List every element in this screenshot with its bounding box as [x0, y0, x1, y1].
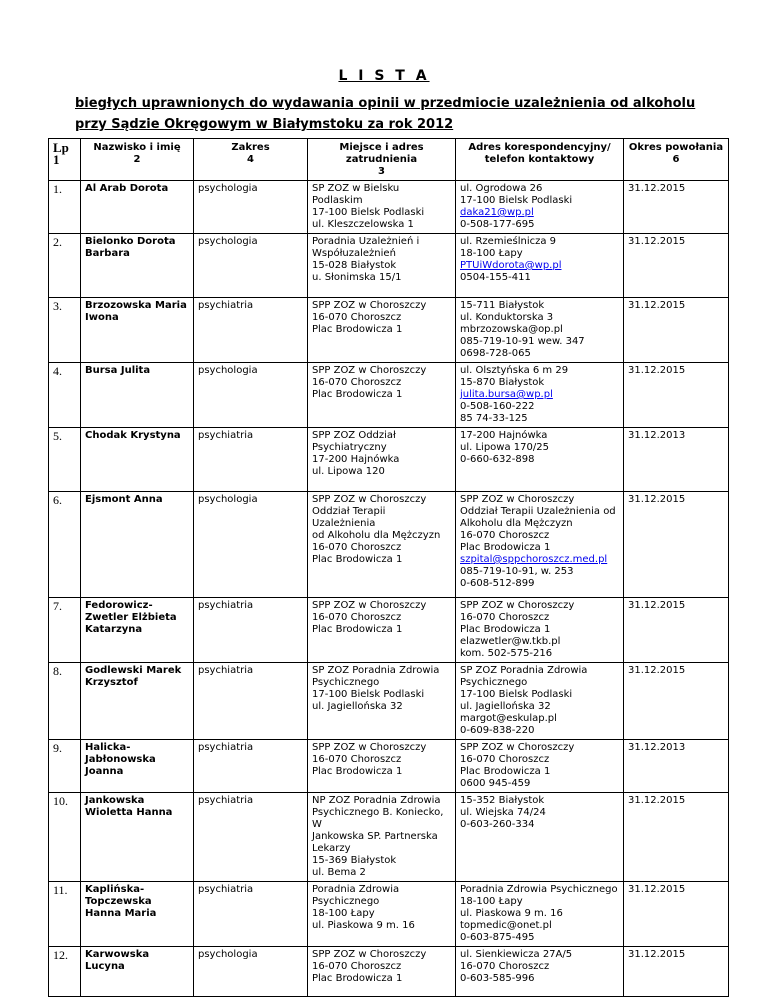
row-zakres: psychiatria	[194, 882, 308, 947]
adres-line: ul. Olsztyńska 6 m 29	[460, 365, 569, 376]
row-okres: 31.12.2015	[624, 298, 729, 363]
miejsce-line: Plac Brodowicza 1	[312, 389, 403, 400]
row-miejsce	[308, 793, 456, 882]
row-lp: 11.	[49, 882, 81, 947]
row-miejsce	[308, 598, 456, 663]
adres-line: 18-100 Łapy	[460, 896, 523, 907]
row-miejsce	[308, 234, 456, 298]
miejsce-line: SPP ZOZ w Choroszczy	[312, 949, 427, 960]
row-miejsce	[308, 363, 456, 428]
row-okres: 31.12.2015	[624, 793, 729, 882]
adres-line: SPP ZOZ w Choroszczy	[460, 494, 575, 505]
adres-line: 0-603-585-996	[460, 973, 535, 984]
adres-line: elazwetler@w.tkb.pl	[460, 636, 561, 647]
row-zakres: psychiatria	[194, 740, 308, 793]
row-okres: 31.12.2013	[624, 740, 729, 793]
row-miejsce	[308, 740, 456, 793]
row-okres: 31.12.2015	[624, 492, 729, 598]
row-okres: 31.12.2015	[624, 947, 729, 997]
adres-line: 15-711 Białystok	[460, 300, 545, 311]
miejsce-line: SPP ZOZ w Choroszczy	[312, 365, 427, 376]
table-row	[49, 663, 729, 740]
miejsce-line: Jankowska SP. Partnerska	[312, 831, 438, 842]
miejsce-line: Plac Brodowicza 1	[312, 766, 403, 777]
miejsce-line: ul. Jagiellońska 32	[312, 701, 403, 712]
row-adres	[456, 882, 624, 947]
row-adres	[456, 363, 624, 428]
miejsce-line: ul. Kleszczelowska 1	[312, 219, 414, 230]
row-zakres: psychologia	[194, 181, 308, 234]
row-zakres: psychiatria	[194, 598, 308, 663]
row-name: Al Arab Dorota	[81, 181, 194, 234]
table-row	[49, 298, 729, 363]
adres-line: Plac Brodowicza 1	[460, 624, 551, 635]
document-court-line: przy Sądzie Okręgowym w Białymstoku za rok 2012	[75, 117, 454, 132]
miejsce-line: Poradnia Zdrowia	[312, 884, 400, 895]
miejsce-line: 16-070 Choroszcz	[312, 961, 402, 972]
row-okres: 31.12.2015	[624, 882, 729, 947]
miejsce-line: SPP ZOZ w Choroszczy	[312, 742, 427, 753]
miejsce-line: u. Słonimska 15/1	[312, 272, 402, 283]
adres-line: Psychicznego	[460, 677, 528, 688]
table-row	[49, 882, 729, 947]
adres-line: 16-070 Choroszcz	[460, 530, 550, 541]
row-name: Brzozowska Maria Iwona	[81, 298, 194, 363]
adres-line: ul. Ogrodowa 26	[460, 183, 543, 194]
row-name: Bursa Julita	[81, 363, 194, 428]
email-link[interactable]: julita.bursa@wp.pl	[460, 389, 553, 400]
table-row	[49, 740, 729, 793]
adres-line: kom. 502-575-216	[460, 648, 553, 659]
row-zakres: psychologia	[194, 947, 308, 997]
row-adres	[456, 428, 624, 492]
adres-line: 0698-728-065	[460, 348, 531, 359]
miejsce-line: Psychicznego B. Koniecko, W	[312, 807, 444, 830]
miejsce-line: 15-028 Białystok	[312, 260, 397, 271]
adres-line: ul. Rzemieślnicza 9	[460, 236, 557, 247]
adres-line: topmedic@onet.pl	[460, 920, 552, 931]
row-miejsce	[308, 947, 456, 997]
header-miejsce: Miejsce i adres zatrudnienia 3	[308, 139, 456, 181]
row-adres	[456, 663, 624, 740]
table-row	[49, 492, 729, 598]
row-zakres: psychologia	[194, 492, 308, 598]
row-lp: 1.	[49, 181, 81, 234]
row-zakres: psychiatria	[194, 298, 308, 363]
adres-line: 0-609-838-220	[460, 725, 535, 736]
header-lp: Lp 1	[49, 139, 81, 181]
table-row	[49, 363, 729, 428]
row-name: Karwowska Lucyna	[81, 947, 194, 997]
row-lp: 4.	[49, 363, 81, 428]
miejsce-line: ul. Piaskowa 9 m. 16	[312, 920, 415, 931]
row-name: Bielonko Dorota Barbara	[81, 234, 194, 298]
miejsce-line: SPP ZOZ Oddział Psychiatryczny	[312, 430, 396, 453]
miejsce-line: Lekarzy	[312, 843, 351, 854]
row-zakres: psychiatria	[194, 663, 308, 740]
row-zakres: psychiatria	[194, 428, 308, 492]
adres-line: ul. Sienkiewicza 27A/5	[460, 949, 573, 960]
miejsce-line: Plac Brodowicza 1	[312, 554, 403, 565]
adres-line: SPP ZOZ w Choroszczy	[460, 600, 575, 611]
adres-line: 16-070 Choroszcz	[460, 754, 550, 765]
row-zakres: psychologia	[194, 234, 308, 298]
row-okres: 31.12.2015	[624, 234, 729, 298]
miejsce-line: Plac Brodowicza 1	[312, 624, 403, 635]
miejsce-line: 16-070 Choroszcz	[312, 542, 402, 553]
miejsce-line: 16-070 Choroszcz	[312, 754, 402, 765]
miejsce-line: NP ZOZ Poradnia Zdrowia	[312, 795, 441, 806]
adres-line: 0-603-875-495	[460, 932, 535, 943]
adres-line: Oddział Terapii Uzależnienia od	[460, 506, 616, 517]
row-miejsce	[308, 663, 456, 740]
table-row	[49, 428, 729, 492]
adres-line: 17-200 Hajnówka	[460, 430, 548, 441]
header-okres: Okres powołania 6	[624, 139, 729, 181]
adres-line: 085-719-10-91, w. 253	[460, 566, 574, 577]
miejsce-line: Plac Brodowicza 1	[312, 973, 403, 984]
row-zakres: psychiatria	[194, 793, 308, 882]
table-row	[49, 598, 729, 663]
row-okres: 31.12.2015	[624, 663, 729, 740]
row-zakres: psychologia	[194, 363, 308, 428]
miejsce-line: 17-100 Bielsk Podlaski	[312, 207, 425, 218]
adres-line: ul. Piaskowa 9 m. 16	[460, 908, 563, 919]
table-header-row	[49, 139, 729, 181]
row-miejsce	[308, 428, 456, 492]
row-name: Halicka-Jabłonowska Joanna	[81, 740, 194, 793]
row-adres	[456, 181, 624, 234]
row-adres	[456, 234, 624, 298]
miejsce-line: 16-070 Choroszcz	[312, 377, 402, 388]
row-lp: 3.	[49, 298, 81, 363]
miejsce-line: ul. Bema 2	[312, 867, 366, 878]
row-miejsce	[308, 882, 456, 947]
adres-line: 085-719-10-91 wew. 347	[460, 336, 585, 347]
adres-line: SPP ZOZ w Choroszczy	[460, 742, 575, 753]
document-title: L I S T A	[338, 68, 430, 84]
miejsce-line: Plac Brodowicza 1	[312, 324, 403, 335]
adres-line: 0-660-632-898	[460, 454, 535, 465]
row-name: Fedorowicz-Zwetler Elżbieta Katarzyna	[81, 598, 194, 663]
adres-line: ul. Lipowa 170/25	[460, 442, 549, 453]
miejsce-line: Oddział Terapii Uzależnienia	[312, 506, 386, 529]
adres-line: mbrzozowska@op.pl	[460, 324, 563, 335]
row-lp: 2.	[49, 234, 81, 298]
row-adres	[456, 598, 624, 663]
row-name: Kaplińska-Topczewska Hanna Maria	[81, 882, 194, 947]
adres-line: 0600 945-459	[460, 778, 531, 789]
adres-line: ul. Wiejska 74/24	[460, 807, 546, 818]
miejsce-line: ul. Lipowa 120	[312, 466, 385, 477]
adres-line: 0-603-260-334	[460, 819, 535, 830]
row-adres	[456, 793, 624, 882]
email-link[interactable]: daka21@wp.pl	[460, 207, 534, 218]
adres-line: 0-508-177-695	[460, 219, 535, 230]
experts-table	[48, 138, 729, 997]
adres-line: Alkoholu dla Mężczyzn	[460, 518, 573, 529]
row-miejsce	[308, 181, 456, 234]
adres-line: 16-070 Choroszcz	[460, 961, 550, 972]
header-zakres: Zakres 4	[194, 139, 308, 181]
adres-line: 18-100 Łapy	[460, 248, 523, 259]
miejsce-line: 16-070 Choroszcz	[312, 312, 402, 323]
miejsce-line: 15-369 Białystok	[312, 855, 397, 866]
table-row	[49, 793, 729, 882]
row-miejsce	[308, 492, 456, 598]
header-name: Nazwisko i imię 2	[81, 139, 194, 181]
miejsce-line: SP ZOZ w Bielsku Podlaskim	[312, 183, 400, 206]
table-row	[49, 947, 729, 997]
adres-line: 85 74-33-125	[460, 413, 528, 424]
document-subtitle: biegłych uprawnionych do wydawania opinii w przedmiocie uzależnienia od alkoholu	[75, 96, 696, 111]
row-miejsce	[308, 298, 456, 363]
adres-line: 15-352 Białystok	[460, 795, 545, 806]
row-name: Godlewski Marek Krzysztof	[81, 663, 194, 740]
row-okres: 31.12.2015	[624, 363, 729, 428]
miejsce-line: SP ZOZ Poradnia Zdrowia Psychicznego	[312, 665, 440, 688]
adres-line: 17-100 Bielsk Podlaski	[460, 195, 573, 206]
row-lp: 6.	[49, 492, 81, 598]
row-adres	[456, 740, 624, 793]
row-lp: 12.	[49, 947, 81, 997]
row-name: Jankowska Wioletta Hanna	[81, 793, 194, 882]
row-lp: 10.	[49, 793, 81, 882]
miejsce-line: SPP ZOZ w Choroszczy	[312, 300, 427, 311]
adres-line: 0504-155-411	[460, 272, 531, 283]
adres-line: Poradnia Zdrowia Psychicznego	[460, 884, 618, 895]
miejsce-line: Psychicznego	[312, 896, 380, 907]
miejsce-line: 17-200 Hajnówka	[312, 454, 400, 465]
email-link[interactable]: szpital@sppchoroszcz.med.pl	[460, 554, 608, 565]
miejsce-line: SPP ZOZ w Choroszczy	[312, 600, 427, 611]
adres-line: SP ZOZ Poradnia Zdrowia	[460, 665, 588, 676]
row-lp: 8.	[49, 663, 81, 740]
miejsce-line: Poradnia Uzależnień i Współuzależnień	[312, 236, 420, 259]
row-adres	[456, 298, 624, 363]
row-okres: 31.12.2013	[624, 428, 729, 492]
miejsce-line: od Alkoholu dla Mężczyzn	[312, 530, 441, 541]
adres-line: 15-870 Białystok	[460, 377, 545, 388]
table-row	[49, 234, 729, 298]
email-link[interactable]: PTUiWdorota@wp.pl	[460, 260, 562, 271]
miejsce-line: 18-100 Łapy	[312, 908, 375, 919]
miejsce-line: SPP ZOZ w Choroszczy	[312, 494, 427, 505]
miejsce-line: 17-100 Bielsk Podlaski	[312, 689, 425, 700]
row-name: Ejsmont Anna	[81, 492, 194, 598]
adres-line: 17-100 Bielsk Podlaski	[460, 689, 573, 700]
row-name: Chodak Krystyna	[81, 428, 194, 492]
adres-line: ul. Konduktorska 3	[460, 312, 554, 323]
adres-line: Plac Brodowicza 1	[460, 766, 551, 777]
adres-line: 0-608-512-899	[460, 578, 535, 589]
adres-line: Plac Brodowicza 1	[460, 542, 551, 553]
adres-line: ul. Jagiellońska 32	[460, 701, 551, 712]
adres-line: margot@eskulap.pl	[460, 713, 557, 724]
header-adres: Adres korespondencyjny/ telefon kontaktowy	[456, 139, 624, 181]
miejsce-line: 16-070 Choroszcz	[312, 612, 402, 623]
row-okres: 31.12.2015	[624, 181, 729, 234]
row-lp: 7.	[49, 598, 81, 663]
row-lp: 5.	[49, 428, 81, 492]
row-adres	[456, 492, 624, 598]
row-adres	[456, 947, 624, 997]
table-row	[49, 181, 729, 234]
row-okres: 31.12.2015	[624, 598, 729, 663]
row-lp: 9.	[49, 740, 81, 793]
adres-line: 16-070 Choroszcz	[460, 612, 550, 623]
adres-line: 0-508-160-222	[460, 401, 535, 412]
